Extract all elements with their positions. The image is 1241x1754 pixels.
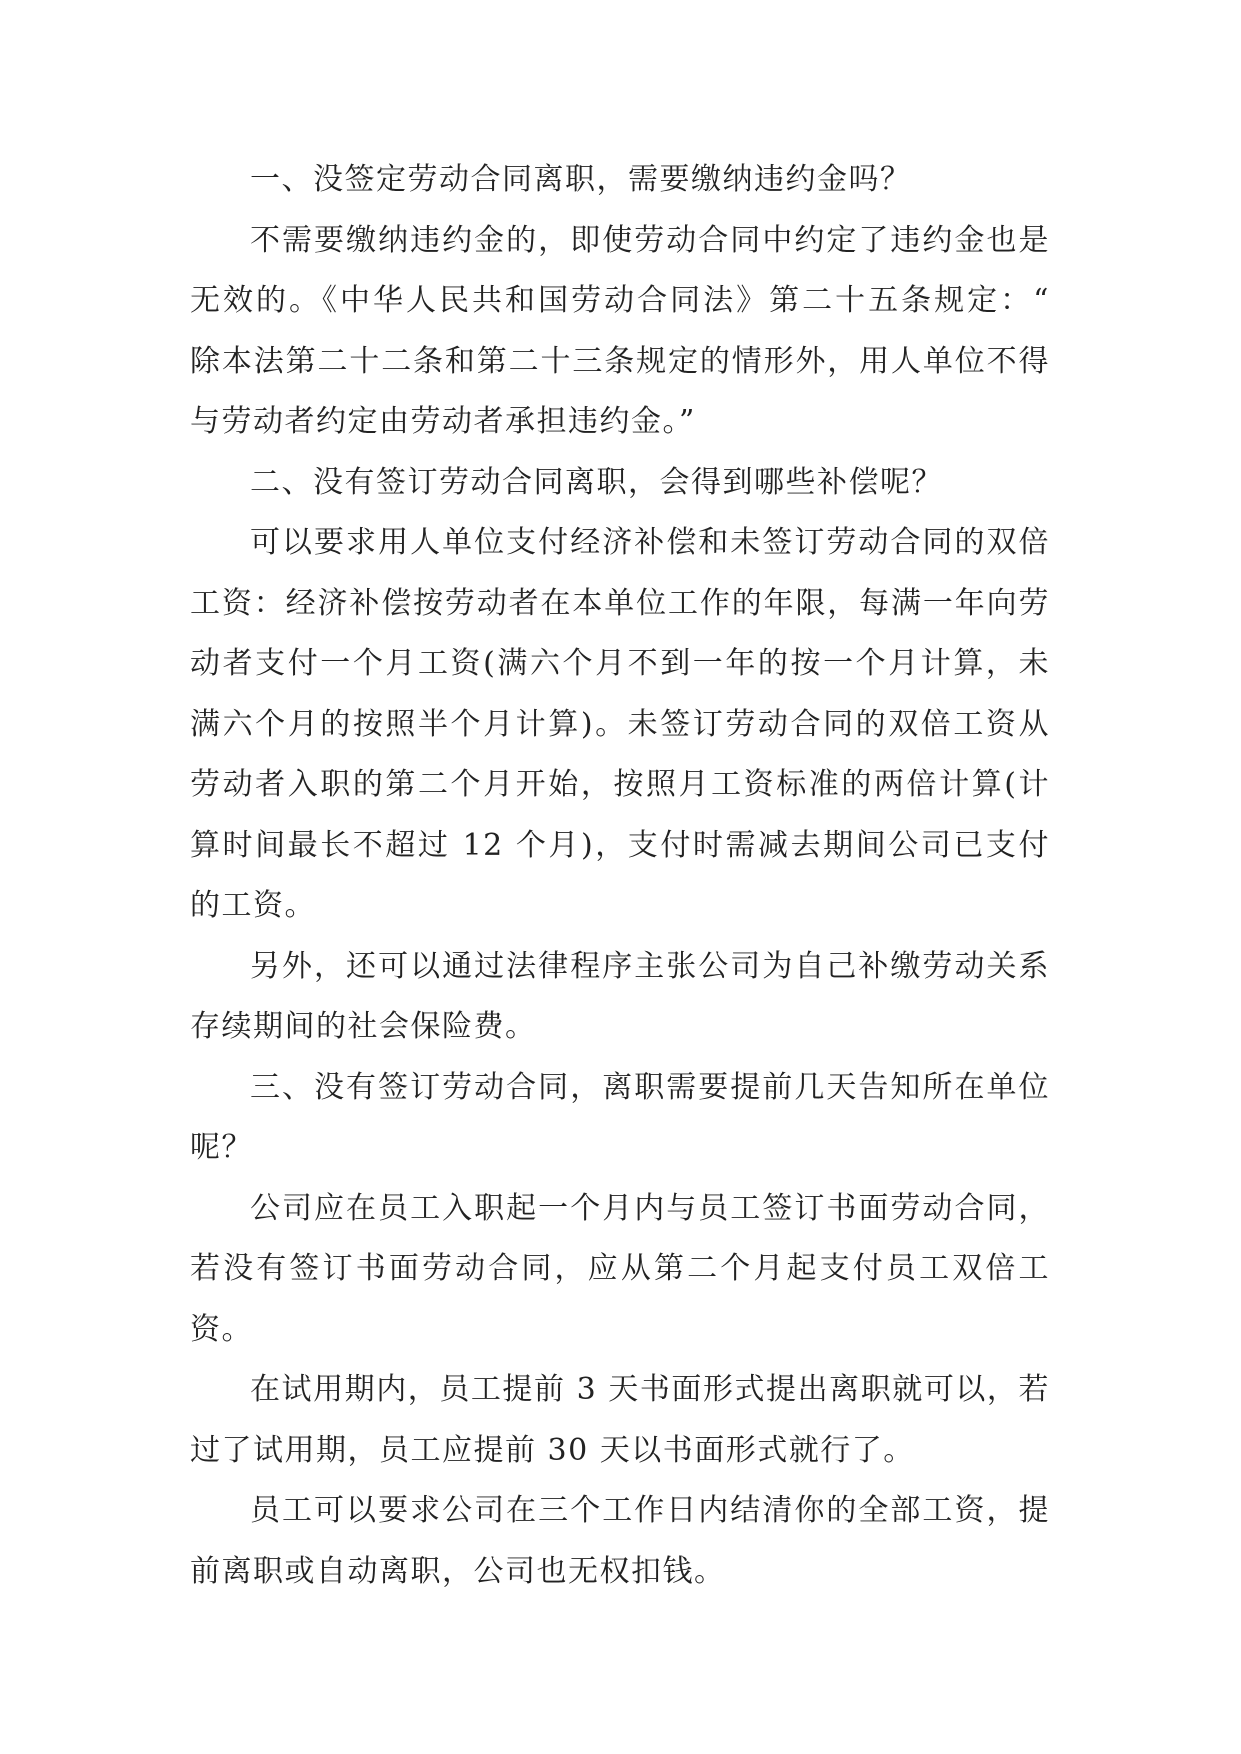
paragraph-answer-1: 不需要缴纳违约金的，即使劳动合同中约定了违约金也是无效的。《中华人民共和国劳动合同法》第二十五条规定：“ 除本法第二十二条和第二十三条规定的情形外，用人单位不得与劳动者约定由劳动者承担违约金。” <box>190 222 1050 439</box>
paragraph-answer-3: 公司应在员工入职起一个月内与员工签订书面劳动合同，若没有签订书面劳动合同，应从第二个月起支付员工双倍工资。 <box>190 1190 1050 1347</box>
document-page <box>190 150 1050 1602</box>
heading-question-3: 三、没有签订劳动合同，离职需要提前几天告知所在单位呢？ <box>190 1069 1050 1165</box>
paragraph-social-insurance: 另外，还可以通过法律程序主张公司为自己补缴劳动关系存续期间的社会保险费。 <box>190 948 1050 1044</box>
heading-question-2: 二、没有签订劳动合同离职，会得到哪些补偿呢？ <box>250 464 943 500</box>
paragraph-wage-settlement: 员工可以要求公司在三个工作日内结清你的全部工资，提前离职或自动离职，公司也无权扣钱。 <box>190 1493 1050 1589</box>
heading-question-1: 一、没签定劳动合同离职，需要缴纳违约金吗？ <box>250 162 912 197</box>
paragraph-probation-notice: 在试用期内，员工提前 3 天书面形式提出离职就可以，若过了试用期，员工应提前 30 天以书面形式就行了。 <box>190 1372 1050 1468</box>
paragraph-answer-2: 可以要求用人单位支付经济补偿和未签订劳动合同的双倍工资：经济补偿按劳动者在本单位工作的年限，每满一年向劳动者支付一个月工资(满六个月不到一年的按一个月计算，未满六个月的按照半个月计算)。未签订劳动合同的双倍工资从劳动者入职的第二个月开始，按照月工资标准的两倍计算(计算时间最长不超过 12 个月)，支付时需减去期间公司已支付的工资。 <box>190 525 1050 923</box>
